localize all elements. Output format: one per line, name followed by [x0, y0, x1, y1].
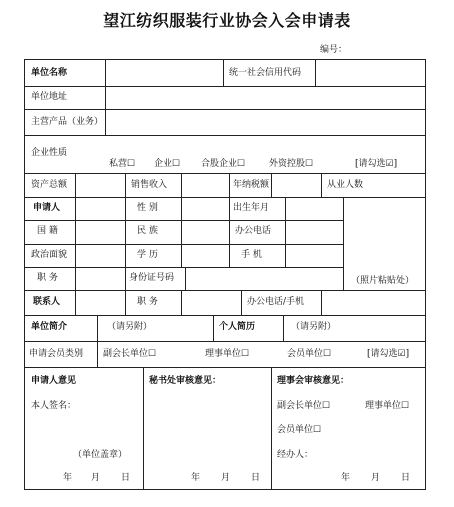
council-opinion-title: 理事会审核意见：: [277, 376, 350, 386]
member-option-vice-president[interactable]: 副会长单位☐: [103, 349, 157, 359]
col-divider: [75, 290, 76, 315]
row-divider: [25, 290, 426, 291]
unit-address-field[interactable]: [107, 88, 423, 108]
political-status-label: 政治面貌: [31, 250, 68, 260]
unit-intro-label: 单位简介: [31, 322, 68, 332]
council-option-director[interactable]: 理事单位☐: [365, 401, 410, 411]
contact-person-field[interactable]: [77, 292, 123, 313]
col-divider: [125, 290, 126, 315]
sales-revenue-field[interactable]: [183, 175, 227, 195]
total-assets-label: 资产总额: [31, 180, 68, 190]
col-divider: [283, 315, 284, 341]
contact-phone-field[interactable]: [323, 292, 423, 313]
nature-option-foreign[interactable]: 外资控股☐: [269, 159, 314, 169]
col-divider: [223, 60, 224, 86]
nature-option-private[interactable]: 私营☐: [109, 159, 136, 169]
birth-date-field[interactable]: [287, 199, 341, 219]
position-label: 职 务: [37, 273, 58, 283]
mobile-label: 手 机: [241, 250, 262, 260]
nationality-field[interactable]: [77, 222, 123, 242]
gender-field[interactable]: [183, 199, 227, 219]
col-divider: [97, 315, 98, 341]
sales-revenue-label: 销售收入: [131, 180, 168, 190]
row-divider: [25, 135, 426, 136]
main-products-field[interactable]: [107, 111, 423, 133]
row-divider: [25, 197, 426, 198]
office-phone-label: 办公电话: [235, 226, 272, 236]
education-field[interactable]: [183, 246, 227, 266]
col-divider: [75, 197, 76, 290]
row-divider: [25, 244, 343, 245]
contact-position-field[interactable]: [183, 292, 239, 313]
col-divider: [97, 341, 98, 367]
member-check-hint: [请勾选☑]: [367, 349, 410, 359]
applicant-signature-label: 本人签名：: [31, 401, 77, 411]
col-divider: [181, 197, 182, 267]
council-option-member[interactable]: 会员单位☐: [277, 425, 322, 435]
unit-seal-label: （单位盖章）: [73, 450, 128, 460]
nature-option-enterprise[interactable]: 企业☐: [154, 159, 181, 169]
nature-check-hint: [请勾选☑]: [355, 159, 398, 169]
col-divider: [315, 60, 316, 86]
council-date-month: 月: [371, 473, 381, 483]
col-divider: [75, 173, 76, 197]
col-divider: [285, 197, 286, 267]
serial-number-label: 编号：: [320, 45, 348, 55]
row-divider: [25, 367, 426, 368]
col-divider: [321, 290, 322, 315]
credit-code-label: 统一社会信用代码: [229, 68, 302, 78]
handler-label: 经办人：: [277, 450, 314, 460]
member-type-label: 申请会员类别: [29, 349, 84, 359]
col-divider: [229, 197, 230, 267]
row-divider: [25, 109, 426, 110]
photo-placeholder[interactable]: （照片粘贴处）: [351, 276, 415, 286]
main-products-label: 主营产品（业务）: [31, 117, 104, 127]
annual-tax-label: 年纳税额: [233, 180, 270, 190]
contact-phone-label: 办公电话/手机: [247, 297, 305, 307]
col-divider: [321, 173, 322, 197]
secretariat-date-day: 日: [251, 473, 261, 483]
col-divider: [125, 197, 126, 290]
personal-resume-value: （请另附）: [291, 322, 337, 332]
council-date-year: 年: [341, 473, 351, 483]
col-divider: [271, 367, 272, 490]
secretariat-opinion-title: 秘书处审核意见：: [149, 376, 222, 386]
applicant-name-field[interactable]: [77, 199, 123, 219]
col-divider: [125, 173, 126, 197]
col-divider: [271, 173, 272, 197]
enterprise-nature-label: 企业性质: [31, 148, 68, 158]
office-phone-field[interactable]: [287, 222, 341, 242]
employees-label: 从业人数: [327, 180, 364, 190]
row-divider: [25, 315, 426, 316]
form-title: 望江纺织服装行业协会入会申请表: [103, 11, 351, 30]
col-divider: [143, 367, 144, 490]
row-divider: [25, 220, 343, 221]
col-divider: [105, 60, 106, 86]
col-divider: [185, 267, 186, 290]
row-divider: [25, 86, 426, 87]
applicant-date-year: 年: [63, 473, 73, 483]
birth-date-label: 出生年月: [233, 203, 270, 213]
col-divider: [105, 86, 106, 135]
applicant-date-month: 月: [91, 473, 101, 483]
member-option-member[interactable]: 会员单位☐: [287, 349, 332, 359]
nature-option-joint-stock[interactable]: 合股企业☐: [201, 159, 246, 169]
unit-name-field[interactable]: [107, 62, 221, 84]
secretariat-date-year: 年: [191, 473, 201, 483]
row-divider: [25, 341, 426, 342]
applicant-label: 申请人: [33, 203, 61, 213]
total-assets-field[interactable]: [77, 175, 123, 195]
contact-person-label: 联系人: [33, 297, 61, 307]
credit-code-field[interactable]: [317, 62, 423, 84]
unit-name-label: 单位名称: [31, 68, 68, 78]
col-divider: [181, 290, 182, 315]
contact-position-label: 职 务: [137, 297, 158, 307]
id-number-field[interactable]: [187, 269, 341, 289]
gender-label: 性 别: [137, 203, 158, 213]
applicant-date-day: 日: [121, 473, 131, 483]
secretariat-opinion-field[interactable]: [145, 390, 269, 468]
row-divider: [25, 267, 343, 268]
photo-area-border: [343, 197, 344, 290]
col-divider: [229, 173, 230, 197]
application-form-table: [24, 59, 426, 490]
ethnicity-label: 民 族: [137, 226, 158, 236]
nationality-label: 国 籍: [37, 226, 58, 236]
secretariat-date-month: 月: [221, 473, 231, 483]
council-option-vice-president[interactable]: 副会长单位☐: [277, 401, 331, 411]
col-divider: [213, 315, 214, 341]
member-option-director[interactable]: 理事单位☐: [205, 349, 250, 359]
row-divider: [25, 173, 426, 174]
applicant-opinion-title: 申请人意见: [31, 376, 77, 386]
political-status-field[interactable]: [77, 246, 123, 266]
col-divider: [241, 290, 242, 315]
personal-resume-label: 个人简历: [219, 322, 256, 332]
ethnicity-field[interactable]: [183, 222, 227, 242]
unit-address-label: 单位地址: [31, 92, 68, 102]
position-field[interactable]: [77, 269, 123, 289]
col-divider: [181, 173, 182, 197]
annual-tax-field[interactable]: [273, 175, 319, 195]
council-date-day: 日: [401, 473, 411, 483]
education-label: 学 历: [137, 250, 158, 260]
mobile-field[interactable]: [287, 246, 341, 266]
id-number-label: 身份证号码: [129, 273, 175, 283]
unit-intro-value: （请另附）: [107, 322, 153, 332]
